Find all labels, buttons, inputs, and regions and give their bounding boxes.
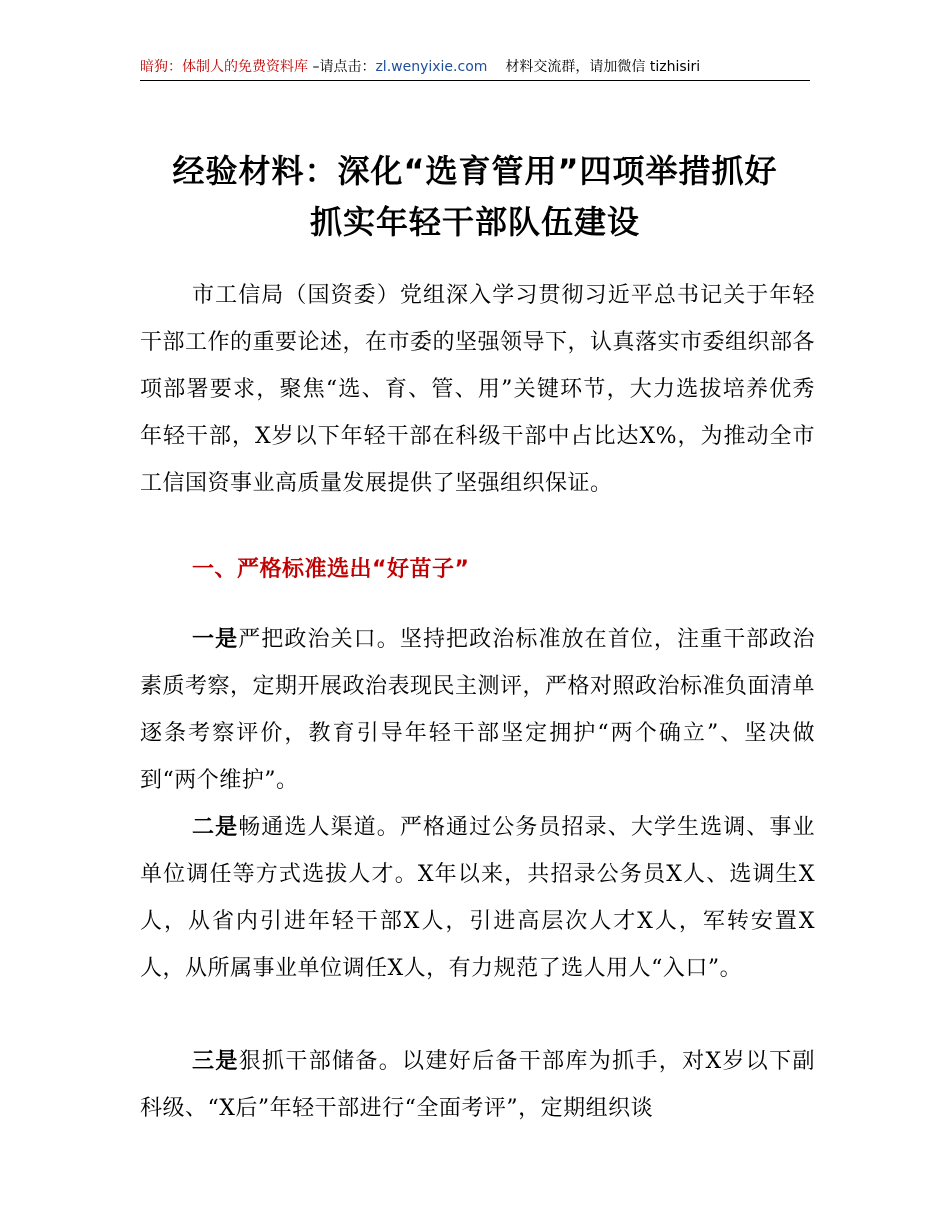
item-text: 畅通选人渠道。严格通过公务员招录、大学生选调、事业单位调任等方式选拔人才。X年以来，共招录公务员X人、选调生X人，从省内引进年轻干部X人，引进高层次人才X人，军转安置X人，从所属事业单位调任X人，有力规范了选人用人“入口”。 bbox=[140, 815, 815, 981]
header-url-link[interactable]: zl.wenyixie.com bbox=[375, 59, 488, 75]
section-heading-1: 一、严格标准选出“好苗子” bbox=[192, 557, 470, 582]
item-text: 严把政治关口。坚持把政治标准放在首位，注重干部政治素质考察，定期开展政治表现民主测评，严格对照政治标准负面清单逐条考察评价，教育引导年轻干部坚定拥护“两个确立”、坚决做到“两个维护”。 bbox=[140, 627, 816, 793]
header-site-name: 暗狗：体制人的免费资料库 bbox=[140, 59, 308, 75]
item-lead: 一是 bbox=[192, 627, 239, 652]
intro-paragraph: 市工信局（国资委）党组深入学习贯彻习近平总书记关于年轻干部工作的重要论述，在市委的坚强领导下，认真落实市委组织部各项部署要求，聚焦“选、育、管、用”关键环节，大力选拔培养优秀年轻干部，X岁以下年轻干部在科级干部中占比达X%，为推动全市工信国资事业高质量发展提供了坚强组织保证。 bbox=[140, 283, 816, 496]
document-title-line1: 经验材料：深化“选育管用”四项举措抓好 bbox=[172, 152, 778, 190]
item-paragraph-1 bbox=[140, 616, 815, 804]
item-text: 狠抓干部储备。以建好后备干部库为抓手，对X岁以下副科级、“X后”年轻干部进行“全面考评”，定期组织谈 bbox=[140, 1049, 815, 1121]
document-title-line2: 抓实年轻干部队伍建设 bbox=[309, 203, 640, 241]
header-wechat-note: 材料交流群，请加微信 tizhisiri bbox=[505, 59, 701, 75]
item-lead: 三是 bbox=[192, 1049, 239, 1074]
header-click-prompt: –请点击： bbox=[308, 59, 376, 75]
item-lead: 二是 bbox=[192, 815, 239, 840]
page-header bbox=[140, 56, 810, 81]
item-paragraph-2 bbox=[140, 804, 815, 992]
item-paragraph-3 bbox=[140, 1038, 815, 1132]
